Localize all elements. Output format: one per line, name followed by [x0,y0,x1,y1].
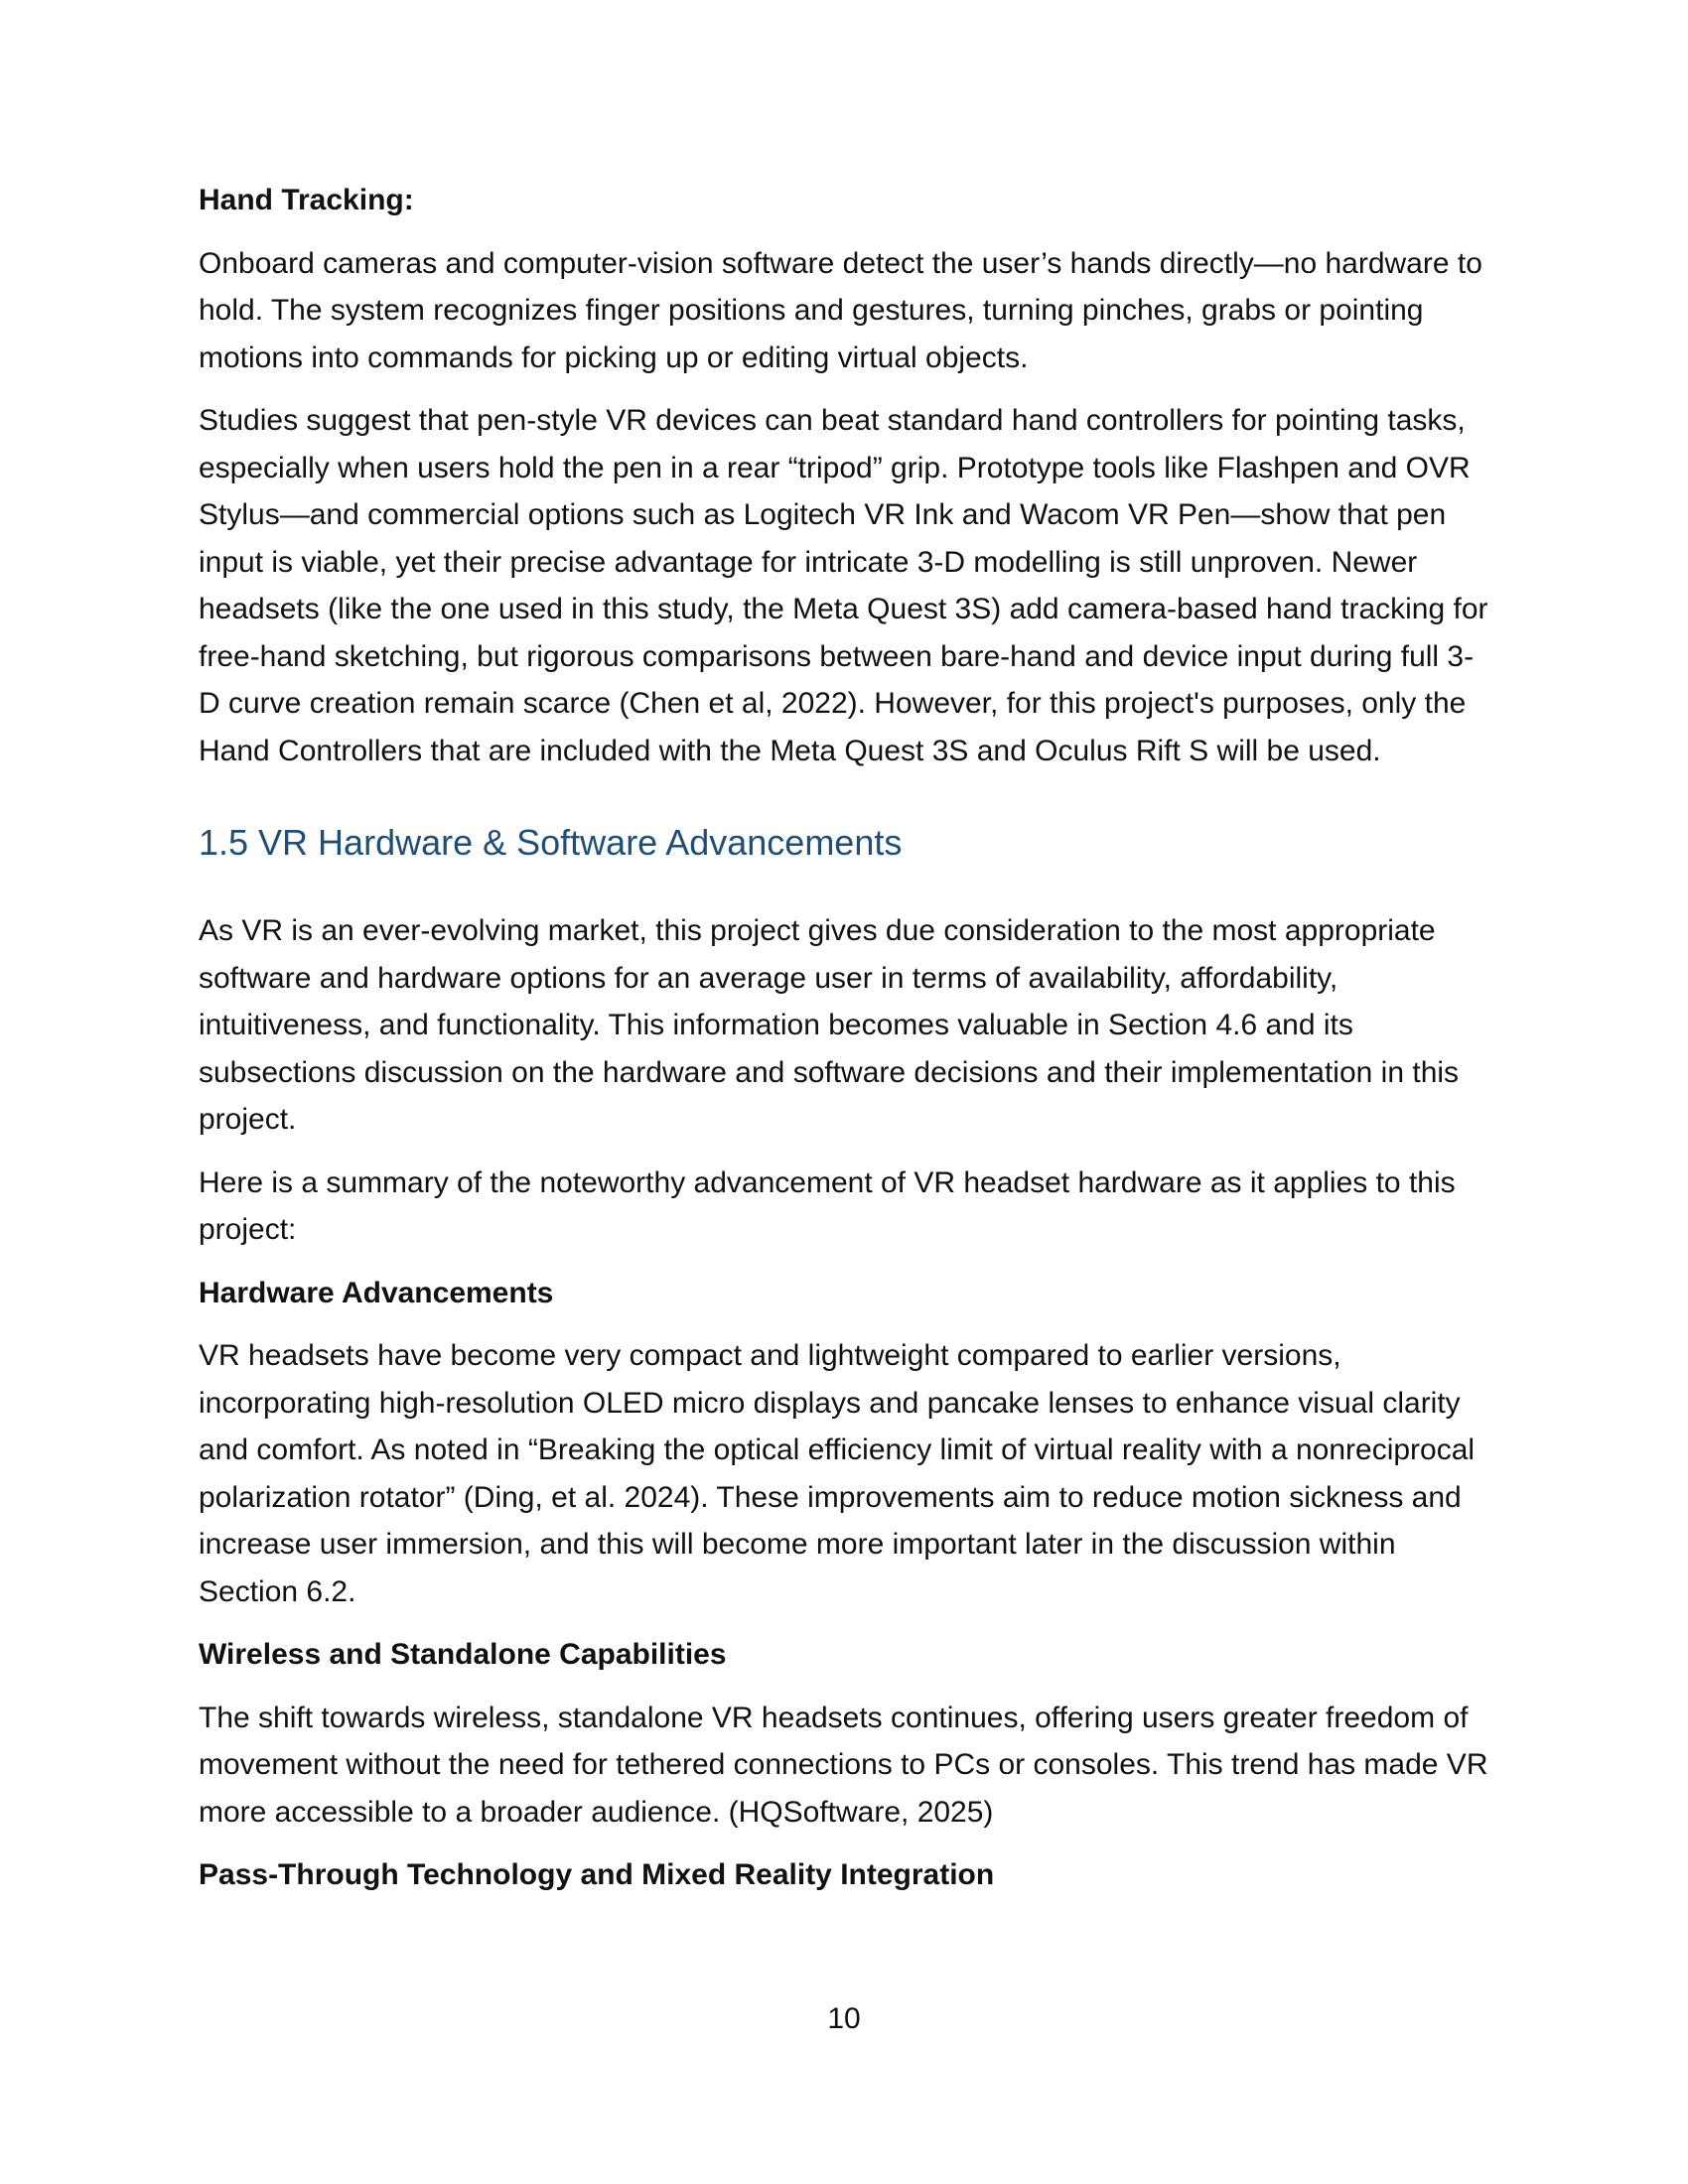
hand-tracking-paragraph: Onboard cameras and computer-vision software detect the user’s hands directly—no hardware to hold. The system recognizes finger positions and gestures, turning pinches, grabs or pointing motions into commands for picking up or editing virtual objects. [199,246,1482,374]
page-content [199,177,1489,1915]
pass-through-heading: Pass-Through Technology and Mixed Reality Integration [199,1858,995,1891]
wireless-standalone-heading: Wireless and Standalone Capabilities [199,1638,727,1671]
summary-paragraph: Here is a summary of the noteworthy advancement of VR headset hardware as it applies to this project: [199,1165,1456,1246]
studies-paragraph: Studies suggest that pen-style VR devices can beat standard hand controllers for pointing tasks, especially when users hold the pen in a rear “tripod” grip. Prototype tools like Flashpen and OVR Stylus—and commercial options such as Logitech VR Ink and Wacom VR Pen—show that pen input is viable, yet their precise advantage for intricate 3-D modelling is still unproven. Newer headsets (like the one used in this study, the Meta Quest 3S) add camera-based hand tracking for free-hand sketching, but rigorous comparisons between bare-hand and device input during full 3-D curve creation remain scarce (Chen et al, 2022). However, for this project's purposes, only the Hand Controllers that are included with the Meta Quest 3S and Oculus Rift S will be used. [199,404,1488,767]
page-number: 10 [827,2002,861,2035]
hand-tracking-heading: Hand Tracking: [199,184,414,216]
intro-paragraph: As VR is an ever-evolving market, this project gives due consideration to the most appropriate software and hardware options for an average user in terms of availability, affordability, intuitiveness, and functionality. This information becomes valuable in Section 4.6 and its subsections discussion on the hardware and software decisions and their implementation in this project. [199,914,1460,1136]
section-heading: 1.5 VR Hardware & Software Advancements [199,822,903,863]
hardware-advancements-heading: Hardware Advancements [199,1276,554,1309]
hardware-advancements-paragraph: VR headsets have become very compact and lightweight compared to earlier versions, incorporating high-resolution OLED micro displays and pancake lenses to enhance visual clarity and comfort. As noted in “Breaking the optical efficiency limit of virtual reality with a nonreciprocal polarization rotator” (Ding, et al. 2024). These improvements aim to reduce motion sickness and increase user immersion, and this will become more important later in the discussion within Section 6.2. [199,1339,1476,1608]
wireless-standalone-paragraph: The shift towards wireless, standalone VR headsets continues, offering users greater freedom of movement without the need for tethered connections to PCs or consoles. This trend has made VR more accessible to a broader audience. (HQSoftware, 2025) [199,1701,1488,1829]
